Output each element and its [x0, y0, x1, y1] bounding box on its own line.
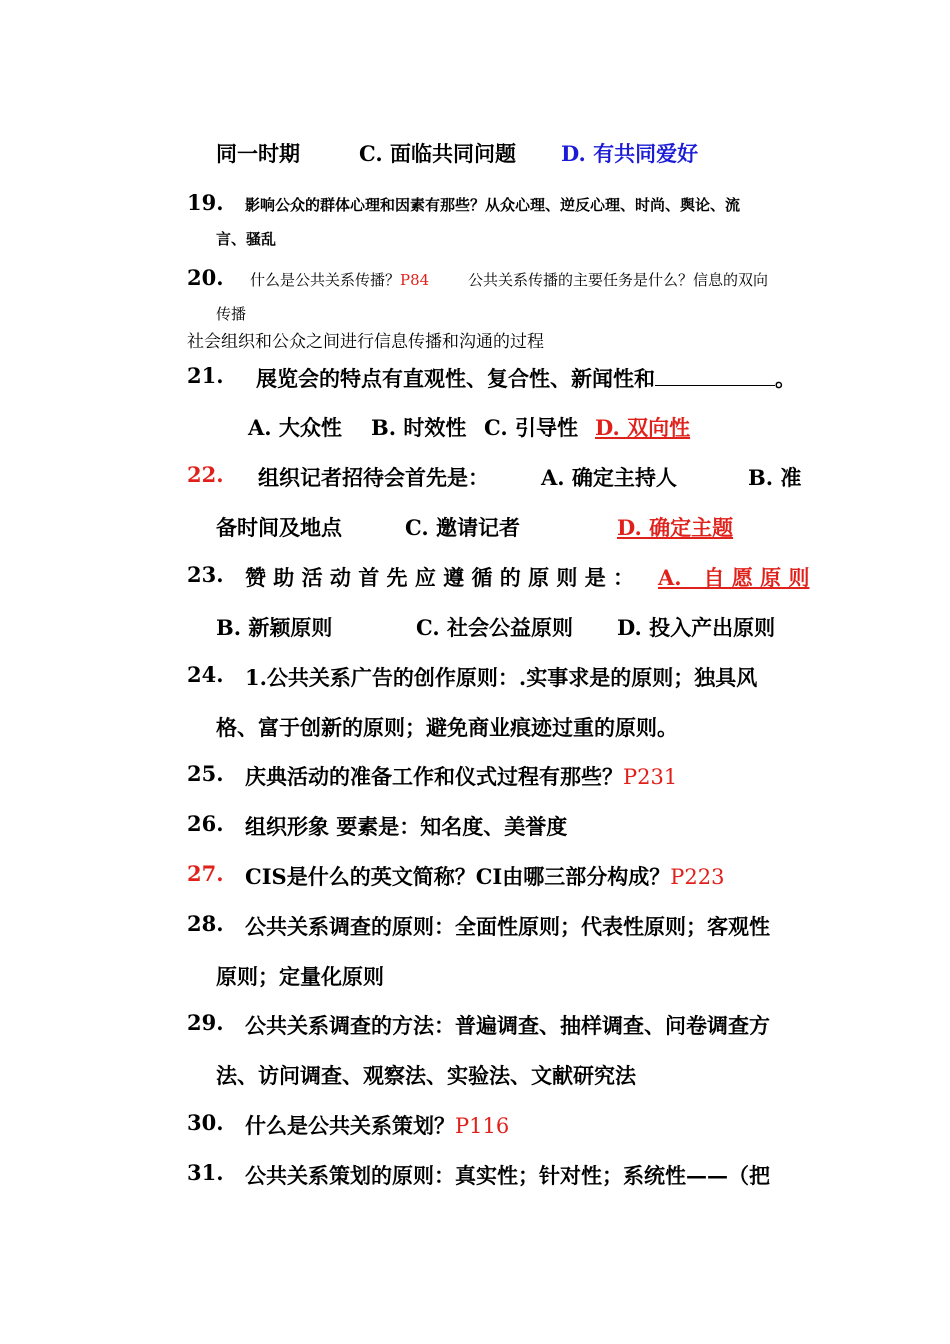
question-number: 28. [187, 911, 224, 936]
option-a-answer: A. 自 愿 原 则 [658, 565, 810, 590]
fill-blank [655, 367, 775, 386]
option-b: B. 时效性 [371, 415, 467, 440]
option-a: A. 大众性 [248, 415, 342, 440]
question-text: 组织形象 要素是：知名度、美誉度 [245, 814, 568, 839]
option-c: C. 社会公益原则 [416, 615, 573, 640]
option-d-answer: D. 双向性 [595, 415, 691, 440]
option-d-answer: D. 确定主题 [617, 515, 734, 540]
page-ref: P116 [455, 1114, 510, 1138]
option-d-answer [561, 138, 698, 168]
question-text: 公共关系调查的方法：普遍调查、抽样调查、问卷调查方 [245, 1013, 770, 1038]
options-line [216, 138, 300, 168]
option-b: B. 新颖原则 [216, 615, 333, 640]
question-number: 20. [187, 265, 224, 290]
question-text: 1.公共关系广告的创作原则：.实事求是的原则；独具风 [245, 665, 758, 690]
question-text: 什么是公共关系策划？P116 [245, 1113, 510, 1138]
question-text: 公共关系策划的原则：真实性；针对性；系统性——（把 [245, 1163, 770, 1188]
option-b: B. 准 [748, 465, 802, 490]
option-text: 同一时期 [216, 141, 300, 166]
question-text: 公共关系传播的主要任务是什么？信息的双向 [468, 271, 769, 289]
question-text: 组织记者招待会首先是： [258, 465, 489, 490]
question-text: 原则；定量化原则 [216, 964, 384, 989]
question-number: 25. [187, 761, 224, 786]
question-text: 格、富于创新的原则；避免商业痕迹过重的原则。 [216, 715, 678, 740]
question-number: 23. [187, 562, 224, 587]
question-text: 传播 [216, 305, 247, 323]
question-number: 22. [187, 462, 224, 487]
page-ref: P84 [400, 271, 430, 289]
question-text: CIS是什么的英文简称？CI由哪三部分构成？P223 [245, 864, 725, 889]
question-text: 展览会的特点有直观性、复合性、新闻性和 。 [256, 366, 796, 391]
option-text: C. 面临共同问题 [359, 141, 516, 166]
answer-text: 社会组织和公众之间进行信息传播和沟通的过程 [187, 332, 544, 352]
option-a: A. 确定主持人 [541, 465, 677, 490]
question-text: 影响公众的群体心理和因素有那些？从众心理、逆反心理、时尚、舆论、流 [245, 196, 741, 214]
question-text: 什么是公共关系传播？P84 [250, 271, 430, 289]
question-number: 30. [187, 1110, 224, 1135]
question-text: 言、骚乱 [216, 230, 277, 248]
page-ref: P223 [670, 865, 725, 889]
question-number: 21. [187, 363, 224, 388]
question-text: 公共关系调查的原则：全面性原则；代表性原则；客观性 [245, 914, 770, 939]
page-ref: P231 [623, 765, 678, 789]
option-c: C. 邀请记者 [405, 515, 520, 540]
question-number: 29. [187, 1010, 224, 1035]
question-text: 备时间及地点 [216, 515, 342, 540]
question-number: 26. [187, 811, 224, 836]
option-text: D. 有共同爱好 [561, 141, 699, 166]
option-d: D. 投入产出原则 [617, 615, 776, 640]
question-number: 27. [187, 861, 224, 886]
question-text: 法、访问调查、观察法、实验法、文献研究法 [216, 1063, 636, 1088]
question-text: 赞 助 活 动 首 先 应 遵 循 的 原 则 是 ： [245, 565, 635, 590]
question-number: 24. [187, 662, 224, 687]
option-c: C. 引导性 [484, 415, 578, 440]
question-number: 31. [187, 1160, 224, 1185]
question-text: 庆典活动的准备工作和仪式过程有那些？P231 [245, 764, 678, 789]
question-number: 19. [187, 190, 224, 215]
option-c [359, 138, 516, 168]
